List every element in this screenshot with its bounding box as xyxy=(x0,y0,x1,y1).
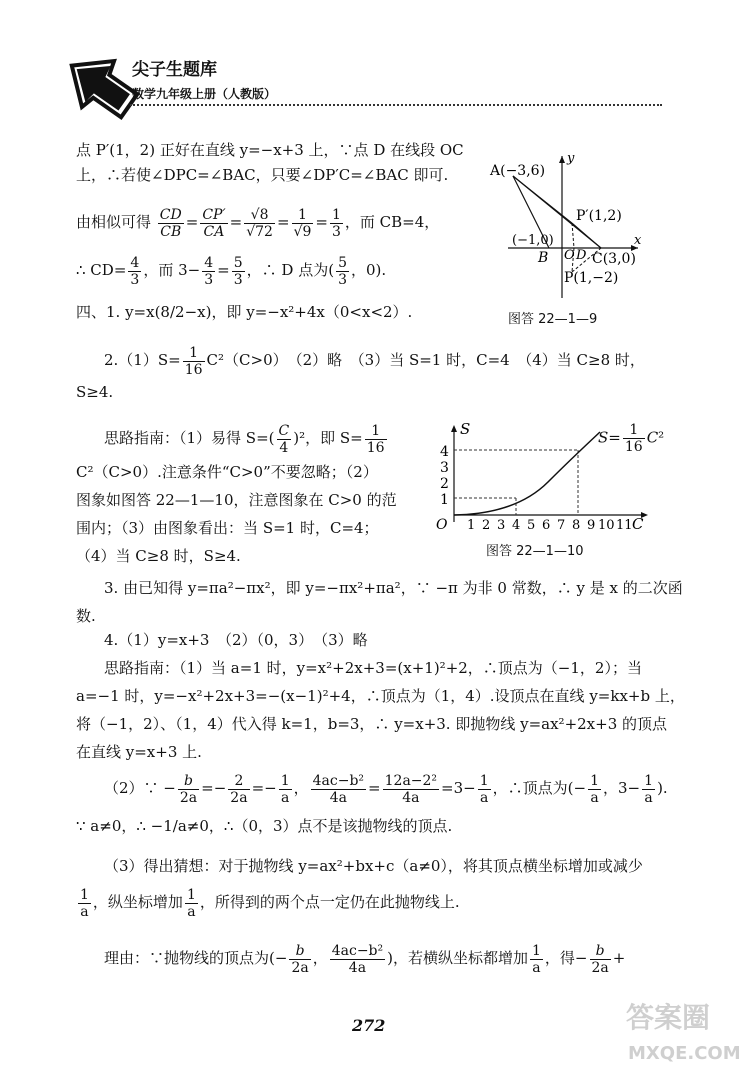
book-subtitle: 数学九年级上册（人教版） xyxy=(132,87,277,101)
tick-x: 5 xyxy=(527,518,536,533)
tick-x: 2 xyxy=(482,518,491,533)
tick-x: 8 xyxy=(572,518,581,533)
text-line: a=−1 时，y=−x²+2x+3=−(x−1)²+4，∴顶点为（1，4）.设顶点在直线 y=kx+b 上， xyxy=(76,687,685,705)
tick-y: 1 xyxy=(440,492,449,508)
figure-22-1-9 xyxy=(488,148,668,338)
label-x: x xyxy=(634,233,642,248)
tick-x: 4 xyxy=(512,518,521,533)
watermark-url: MXQE.COM xyxy=(628,1043,741,1064)
text-line: 点 P′(1，2) 正好在直线 y=−x+3 上，∵点 D 在线段 OC xyxy=(76,141,464,159)
book-title: 尖子生题库 xyxy=(132,60,217,80)
vertex-line: （2）∵ − $\frac{b}{2a}$ =− $\frac{2}{2a}$ =− $\frac{1}{a}$ ， $\frac{\text{4ac−b²}}{4a}$ = $\frac{\text{12a−2²}}{4a}$ =3− $\frac{1}{a}$ ，∴顶点为(− $\frac{1}{a}$ ，3− $\frac{1}{a}$ ). xyxy=(104,772,668,806)
tick-x: 6 xyxy=(542,518,551,533)
text-line: 4.（1）y=x+3 （2）（0，3） （3）略 xyxy=(104,631,368,649)
tick-x: 1 xyxy=(467,518,476,533)
figure-22-1-10 xyxy=(420,420,670,570)
header-divider xyxy=(130,104,662,106)
label-p-prime: P′(1,2) xyxy=(576,208,622,224)
text-line: （3）得出猜想：对于抛物线 y=ax²+bx+c（a≠0），将其顶点横坐标增加或减少 xyxy=(104,857,643,875)
graph-s-axis: S xyxy=(460,420,471,438)
label-o: O xyxy=(564,248,575,263)
cd-line: ∴ CD= $\frac{4}{3}$ ，而 3− $\frac{4}{3}$ = $\frac{5}{3}$ ，∴ D 点为( $\frac{5}{3}$ ，0). xyxy=(76,254,387,288)
conjecture-line: $\frac{1}{a}$ ，纵坐标增加 $\frac{1}{a}$ ，所得到的两个点一定仍在此抛物线上. xyxy=(80,886,460,920)
text-line: 在直线 y=x+3 上. xyxy=(76,743,202,761)
text-line: 四、1. y=x(8/2−x)，即 y=−x²+4x（0<x<2）. xyxy=(76,303,413,321)
label-c: C(3,0) xyxy=(592,251,636,267)
text-line: 思路指南：（1）当 a=1 时，y=x²+2x+3=(x+1)²+2，∴顶点为（−1，2）；当 xyxy=(104,659,642,677)
text-line: C²（C>0）.注意条件“C>0”不要忽略；（2） xyxy=(76,463,378,481)
tick-x: 9 xyxy=(587,518,596,533)
label-y: y xyxy=(567,151,575,166)
text-line: 上，∴若使∠DPC=∠BAC，只要∠DP′C=∠BAC 即可. xyxy=(76,166,449,184)
page-number: 272 xyxy=(352,1016,386,1035)
tick-y: 4 xyxy=(440,444,449,460)
graph-origin: O xyxy=(436,517,448,533)
tick-y: 3 xyxy=(440,460,449,476)
figure-caption: 图答 22—1—10 xyxy=(486,544,584,559)
graph-c-axis: C xyxy=(632,515,644,533)
text-line: 3. 由已知得 y=πa²−πx²，即 y=−πx²+πa²，∵ −π 为非 0 常数，∴ y 是 x 的二次函 xyxy=(104,579,683,597)
geometry-diagram xyxy=(488,148,668,308)
label-p: P(1,−2) xyxy=(564,270,619,286)
label-d: D xyxy=(576,248,587,263)
hint-line: 思路指南：（1）易得 S=( $\frac{C}{4}$ )²，即 S= $\frac{1}{16}$ xyxy=(104,422,385,456)
similarity-line: 由相似可得 $\frac{CD}{CB}$ = $\frac{CP'}{CA}$ = $\frac{√8}{√72}$ = $\frac{1}{√9}$ = $\frac{1}{3}$ ，而 CB=4， xyxy=(76,206,440,240)
text-line: 将（−1，2）、（1，4）代入得 k=1，b=3，∴ y=x+3. 即抛物线 y=ax²+2x+3 的顶点 xyxy=(76,715,668,733)
text-line: 图象如图答 22—1—10，注意图象在 C>0 的范 xyxy=(76,491,397,509)
q2-line: 2.（1）S= $\frac{1}{16}$ C²（C>0） （2）略 （3）当 S=1 时，C=4 （4）当 C≥8 时， xyxy=(104,344,645,378)
text-line: （4）当 C≥8 时，S≥4. xyxy=(76,547,241,565)
tick-x: 10 xyxy=(598,518,615,533)
arrow-logo-icon xyxy=(58,52,140,122)
tick-x: 11 xyxy=(616,518,633,533)
text-line: ∵ a≠0，∴ −1/a≠0，∴（0，3）点不是该抛物线的顶点. xyxy=(76,817,453,835)
figure-caption: 图答 22—1—9 xyxy=(508,312,598,327)
tick-y: 2 xyxy=(440,476,449,492)
reason-line: 理由：∵抛物线的顶点为(− $\frac{b}{2a}$ ， $\frac{\text{4ac−b²}}{4a}$ )，若横纵坐标都增加 $\frac{1}{a}$ ，得− $\frac{b}{2a}$ + xyxy=(104,942,626,976)
watermark-logo: 答案圈 xyxy=(626,1001,711,1034)
text-line: 围内；（3）由图象看出：当 S=1 时，C=4； xyxy=(76,519,379,537)
graph-formula: S= $\frac{1}{16}$ C² xyxy=(598,422,665,455)
text-line: S≥4. xyxy=(76,383,114,401)
text-line: 数. xyxy=(76,607,96,625)
tick-x: 7 xyxy=(557,518,566,533)
label-b: B xyxy=(538,250,549,266)
label-neg1: (−1,0) xyxy=(512,233,554,248)
tick-x: 3 xyxy=(497,518,506,533)
label-a: A(−3,6) xyxy=(490,163,546,179)
